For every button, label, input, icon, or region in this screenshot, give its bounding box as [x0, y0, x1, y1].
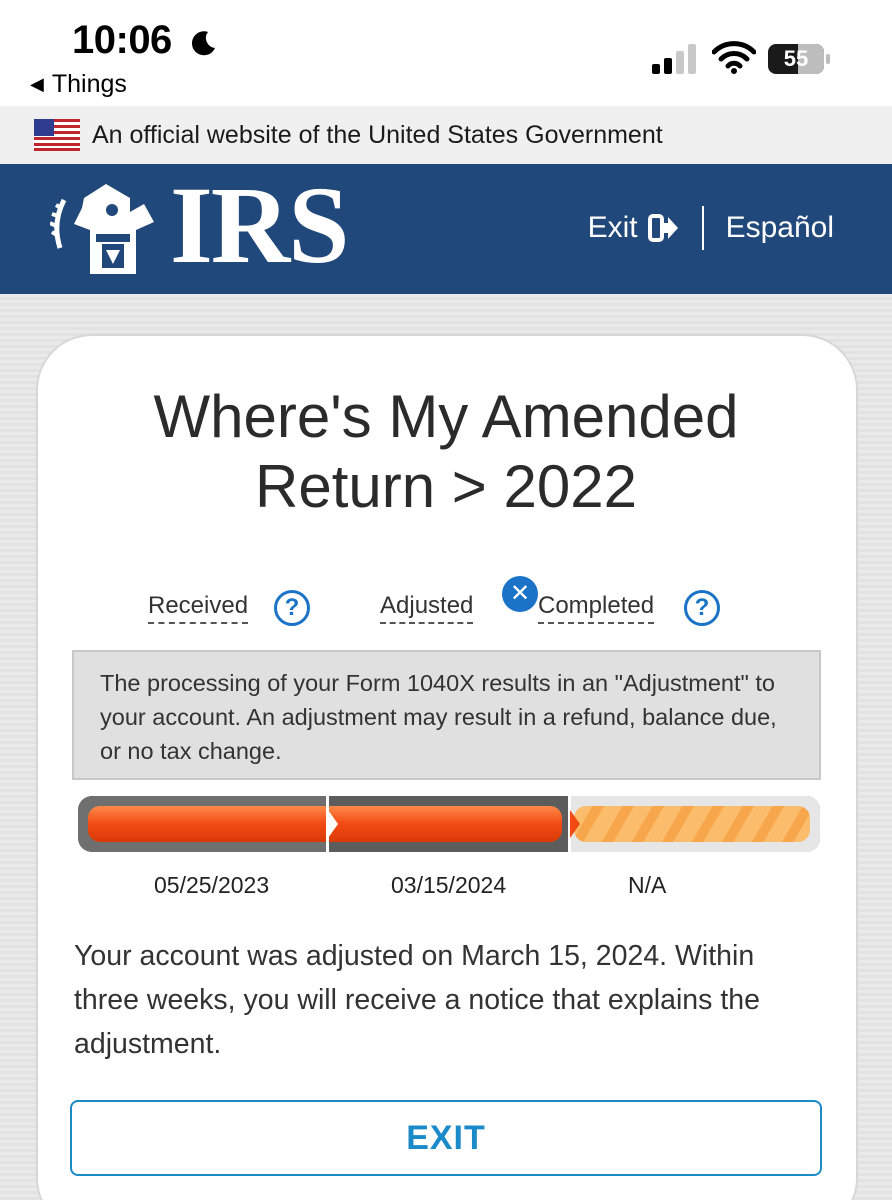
- page-title-line1: Where's My Amended: [153, 383, 739, 450]
- status-time: 10:06: [72, 18, 172, 62]
- step-adjusted-label[interactable]: Adjusted: [380, 592, 473, 624]
- progress-pending-fill: [574, 806, 810, 842]
- wifi-icon: [712, 40, 756, 74]
- gov-banner-text: An official website of the United States Government: [92, 120, 663, 149]
- page-title-line2: Return > 2022: [255, 453, 637, 520]
- irs-eagle-icon: [50, 178, 162, 278]
- nav-divider: [702, 206, 704, 250]
- progress-fill: [88, 806, 562, 842]
- battery-icon: [768, 44, 830, 74]
- status-steps: [0, 580, 892, 634]
- status-message: Your account was adjusted on March 15, 2024. Within three weeks, you will receive a notice that explains the adjustment.: [74, 940, 760, 1060]
- received-help-icon[interactable]: ?: [274, 590, 310, 626]
- received-date: 05/25/2023: [154, 872, 270, 898]
- back-triangle-icon: ◀: [30, 74, 44, 94]
- step-completed-label[interactable]: Completed: [538, 592, 654, 624]
- battery-level: 55: [783, 46, 809, 71]
- completed-help-icon[interactable]: ?: [684, 590, 720, 626]
- status-bar: [0, 0, 892, 106]
- exit-arrow-icon: [648, 213, 680, 243]
- irs-logo[interactable]: [50, 164, 360, 286]
- header-exit-label: Exit: [587, 211, 638, 244]
- official-gov-banner: [0, 106, 892, 164]
- header-nav: [588, 206, 834, 250]
- moon-icon: [188, 28, 218, 58]
- progress-chevron-2: [570, 796, 584, 852]
- page-title: [0, 382, 892, 522]
- exit-button[interactable]: EXIT: [70, 1100, 822, 1176]
- completed-date: N/A: [628, 872, 667, 898]
- cellular-signal-icon: [652, 44, 698, 74]
- back-app-label: Things: [51, 70, 127, 98]
- close-tooltip-icon[interactable]: ✕: [502, 576, 538, 612]
- step-dates: [0, 872, 892, 902]
- step-received-label[interactable]: Received: [148, 592, 248, 624]
- language-link[interactable]: Español: [725, 211, 834, 244]
- us-flag-icon: [34, 119, 80, 151]
- adjusted-info-tooltip: The processing of your Form 1040X results in an "Adjustment" to your account. An adjustment may result in a refund, balance due, or no tax change.: [72, 650, 821, 780]
- back-to-app-link[interactable]: [30, 70, 127, 99]
- irs-header: [0, 164, 892, 294]
- progress-chevron-1: [328, 796, 342, 852]
- status-progress-bar: [78, 796, 820, 852]
- header-exit-link[interactable]: [588, 211, 680, 245]
- irs-logo-text: IRS: [170, 164, 348, 286]
- adjusted-date: 03/15/2024: [391, 872, 507, 898]
